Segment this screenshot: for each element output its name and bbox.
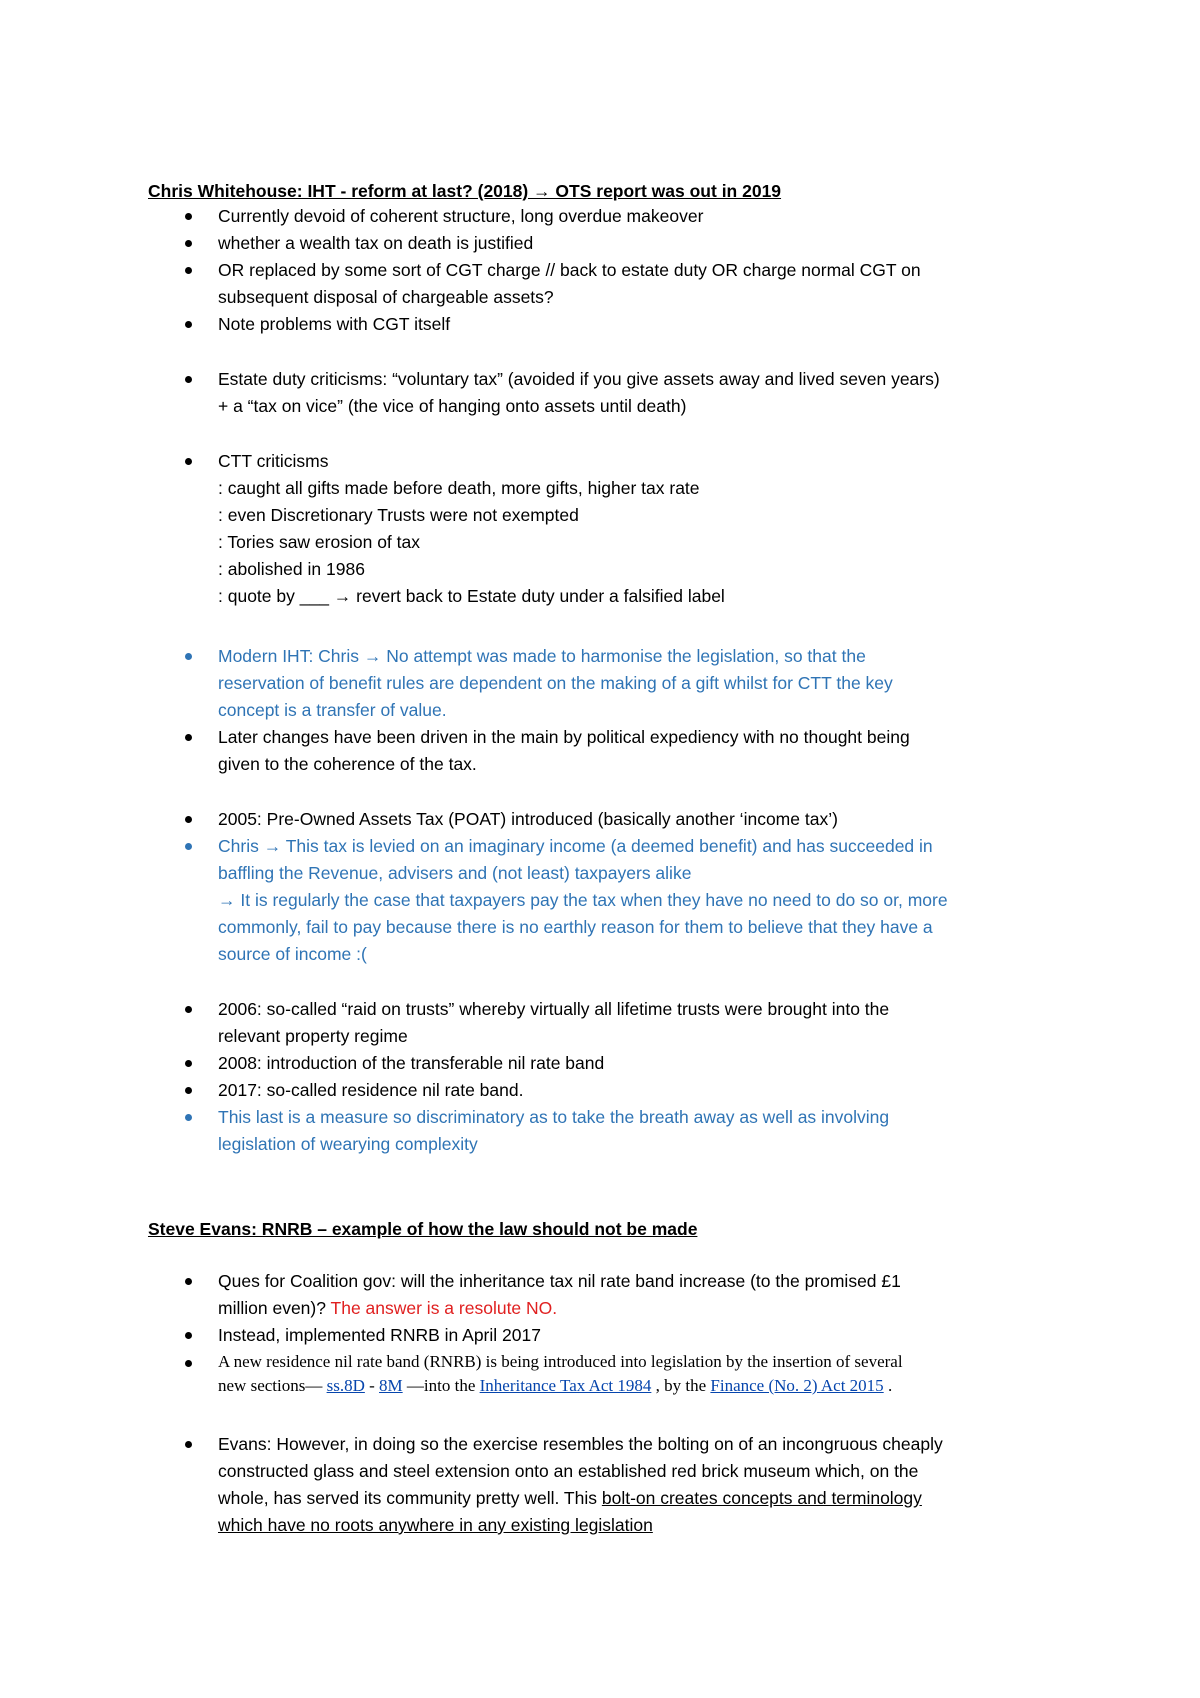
underlined-phrase: bolt-on creates concepts and terminology [601,1488,922,1508]
bullet-structure: Currently devoid of coherent structure, long overdue makeover [218,203,1078,230]
bullet-2008-nrb: 2008: introduction of the transferable nil rate band [218,1050,1078,1077]
link-inheritance-tax-act-1984[interactable]: Inheritance Tax Act 1984 [479,1376,652,1395]
bullet-wealth-tax: whether a wealth tax on death is justified [218,230,1078,257]
bullet-coalition-question: Ques for Coalition gov: will the inheritance tax nil rate band increase (to the promised £1 million even)? The answer is a resolute NO. [218,1268,1078,1322]
section-heading-whitehouse: Chris Whitehouse: IHT - reform at last? (2018) → OTS report was out in 2019 [148,181,782,201]
bullet-2005-poat: 2005: Pre-Owned Assets Tax (POAT) introduced (basically another ‘income tax’) [218,806,1078,833]
answer-highlight: The answer is a resolute NO. [330,1298,558,1318]
bullet-evans-analogy: Evans: However, in doing so the exercise resembles the bolting on of an incongruous cheaply constructed glass and steel extension onto an established red brick museum which, on the whole, has served its community pretty well. This bolt-on creates concepts and terminology which have no roots anywhere in any existing legislation [218,1431,1078,1539]
link-finance-act-2015[interactable]: Finance (No. 2) Act 2015 [710,1376,884,1395]
bullet-2006-trusts: 2006: so-called “raid on trusts” whereby virtually all lifetime trusts were brought into the relevant property regime [218,996,1078,1050]
bullet-rnrb-legislation: A new residence nil rate band (RNRB) is being introduced into legislation by the insertion of several new sections— ss.8D - 8M —into the Inheritance Tax Act 1984 , by the Finance (No. 2) Act 2015 . [218,1350,1098,1398]
bullet-2017-rnrb: 2017: so-called residence nil rate band. [218,1077,1078,1104]
bullet-ctt-criticisms: CTT criticisms : caught all gifts made before death, more gifts, higher tax rate : even Discretionary Trusts were not exempted : Tories saw erosion of tax : abolished in 1986 : quote by ___ → revert back to Estate duty under a falsified label [218,448,1078,610]
link-8m[interactable]: 8M [379,1376,403,1395]
bullet-discriminatory: This last is a measure so discriminatory as to take the breath away as well as involving legislation of wearying complexity [218,1104,1078,1158]
bullet-cgt-problems: Note problems with CGT itself [218,311,1078,338]
underlined-phrase-cont: which have no roots anywhere in any existing legislation [218,1515,653,1535]
bullet-cgt-charge: OR replaced by some sort of CGT charge // back to estate duty OR charge normal CGT on subsequent disposal of chargeable assets? [218,257,1078,311]
section-heading-evans: Steve Evans: RNRB – example of how the law should not be made [148,1219,698,1239]
bullet-estate-duty: Estate duty criticisms: “voluntary tax” (avoided if you give assets away and lived seven years) + a “tax on vice” (the vice of hanging onto assets until death) [218,366,1078,420]
bullet-modern-iht: Modern IHT: Chris → No attempt was made to harmonise the legislation, so that the reservation of benefit rules are dependent on the making of a gift whilst for CTT the key concept is a transfer of value. [218,643,1078,724]
bullet-later-changes: Later changes have been driven in the main by political expediency with no thought being given to the coherence of the tax. [218,724,1078,778]
bullet-implemented-rnrb: Instead, implemented RNRB in April 2017 [218,1322,1078,1349]
link-ss8d[interactable]: ss.8D [326,1376,365,1395]
bullet-poat-commentary: Chris → This tax is levied on an imaginary income (a deemed benefit) and has succeeded in baffling the Revenue, advisers and (not least) taxpayers alike → It is regularly the case that taxpayers pay the tax when they have no need to do so or, more commonly, fail to pay because there is no earthly reason for them to believe that they have a source of income :( [218,833,1078,968]
